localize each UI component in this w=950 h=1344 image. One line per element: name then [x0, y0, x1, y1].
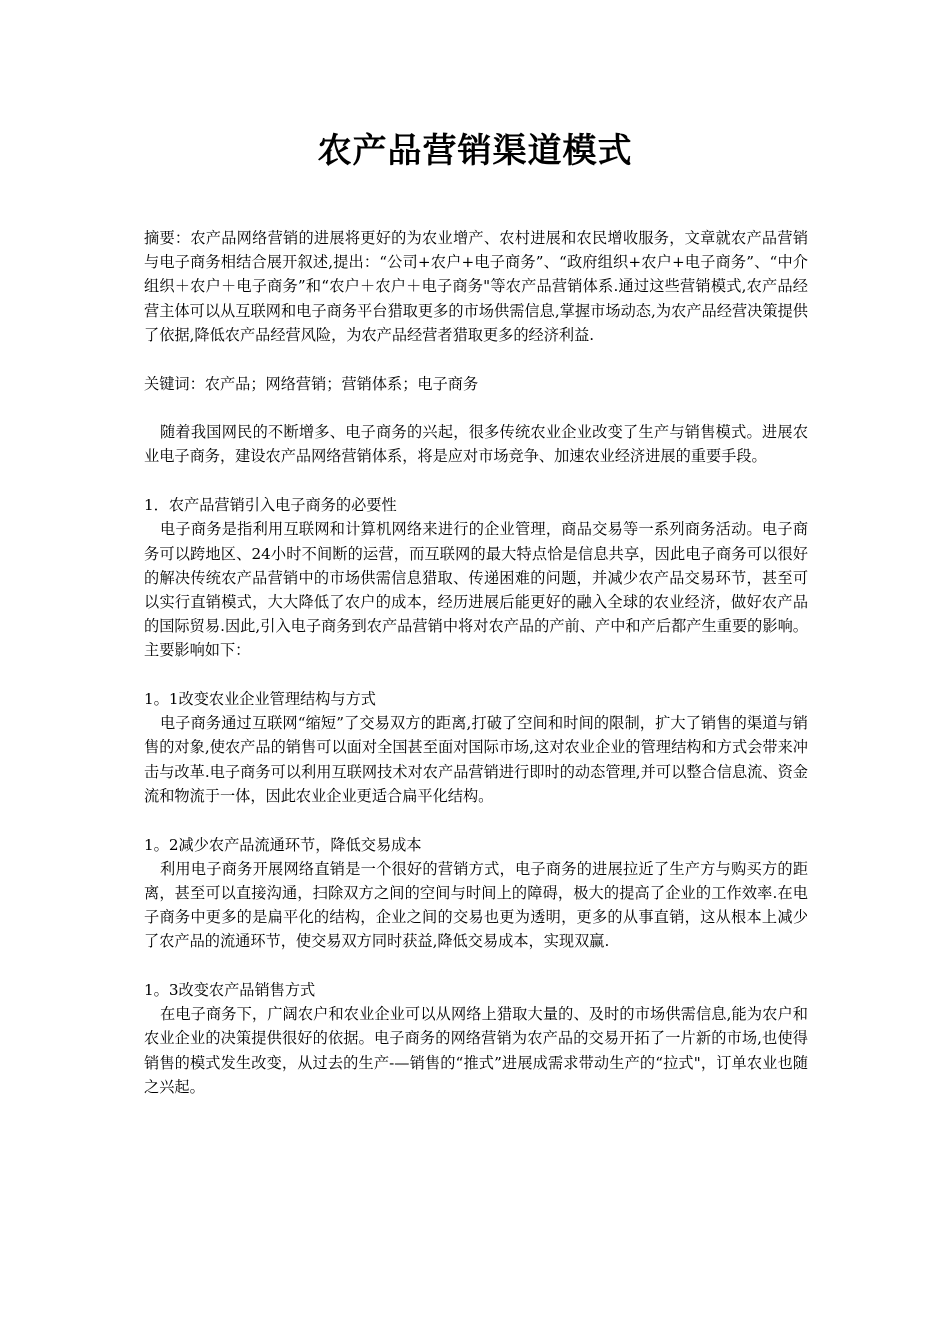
keywords-line: 关键词：农产品；网络营销；营销体系；电子商务 — [144, 374, 479, 393]
section-1-3-heading: 1。3改变农产品销售方式 — [144, 981, 316, 1000]
section-1-3-text: 在电子商务下，广阔农户和农业企业可以从网络上猎取大量的、及时的市场供需信息,能为农户和农业企业的决策提供很好的依据。电子商务的网络营销为农产品的交易开拓了一片新的市场,也使得销售的模式发生改变，从过去的生产-—销售的“推式”进展成需求带动生产的“拉式"，订单农业也随之兴起。 — [144, 1005, 808, 1096]
section-1-2-text: 利用电子商务开展网络直销是一个很好的营销方式，电子商务的进展拉近了生产方与购买方的距离，甚至可以直接沟通，扫除双方之间的空间与时间上的障碍，极大的提高了企业的工作效率.在电子商务中更多的是扁平化的结构，企业之间的交易也更为透明，更多的从事直销，这从根本上减少了农产品的流通环节，使交易双方同时获益,降低交易成本，实现双赢. — [144, 859, 808, 951]
abstract-paragraph: 摘要：农产品网络营销的进展将更好的为农业增产、农村进展和农民增收服务，文章就农产品营销与电子商务相结合展开叙述,提出：“公司+农户+电子商务”、“政府组织+农户+电子商务”、“中介组织＋农户＋电子商务”和“农户＋农户＋电子商务"等农产品营销体系.通过这些营销模式,农产品经营主体可以从互联网和电子商务平台猎取更多的市场供需信息,掌握市场动态,为农产品经营决策提供了依据,降低农产品经营风险，为农产品经营者猎取更多的经济利益. — [144, 229, 808, 344]
section-1-1-text: 电子商务通过互联网“缩短”了交易双方的距离,打破了空间和时间的限制，扩大了销售的渠道与销售的对象,使农产品的销售可以面对全国甚至面对国际市场,这对农业企业的管理结构和方式会带来冲击与改革.电子商务可以利用互联网技术对农产品营销进行即时的动态管理,并可以整合信息流、资金流和物流于一体，因此农业企业更适合扁平化结构。 — [144, 714, 808, 805]
section-1-text: 电子商务是指利用互联网和计算机网络来进行的企业管理，商品交易等一系列商务活动。电子商务可以跨地区、24小时不间断的运营，而互联网的最大特点恰是信息共享，因此电子商务可以很好的解决传统农产品营销中的市场供需信息猎取、传递困难的问题，并减少农产品交易环节，甚至可以实行直销模式，大大降低了农户的成本，经历进展后能更好的融入全球的农业经济，做好农产品的国际贸易.因此,引入电子商务到农产品营销中将对农产品的产前、产中和产后都产生重要的影响。主要影响如下： — [144, 520, 808, 660]
document-title: 农产品营销渠道模式 — [317, 131, 633, 171]
document-body — [144, 226, 808, 1099]
section-1-heading: 1．农产品营销引入电子商务的必要性 — [144, 496, 397, 515]
section-1-1-heading: 1。1改变农业企业管理结构与方式 — [144, 690, 376, 709]
section-1-2-heading: 1。2减少农产品流通环节，降低交易成本 — [144, 835, 422, 854]
intro-paragraph: 随着我国网民的不断增多、电子商务的兴起，很多传统农业企业改变了生产与销售模式。进展农业电子商务，建设农产品网络营销体系，将是应对市场竞争、加速农业经济进展的重要手段。 — [144, 423, 808, 466]
